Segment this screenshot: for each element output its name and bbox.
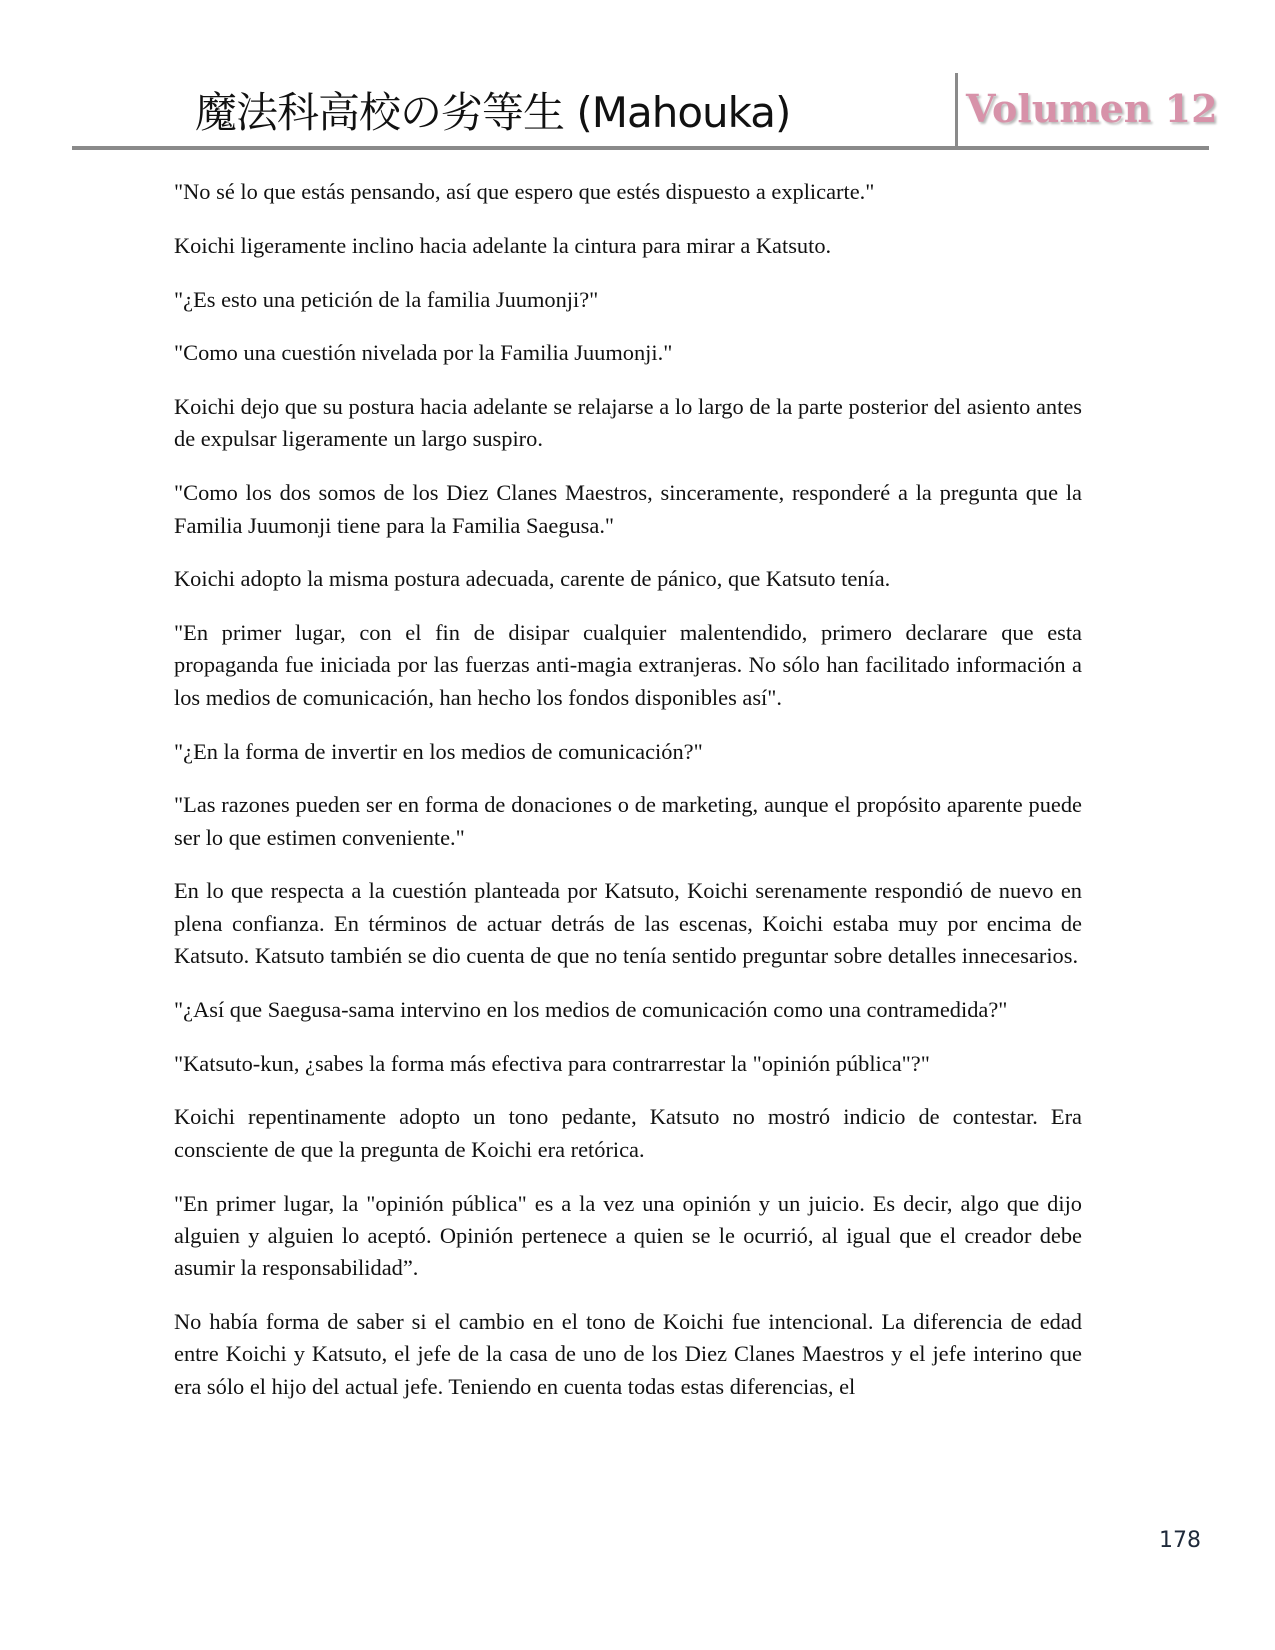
paragraph: "En primer lugar, con el fin de disipar cualquier malentendido, primero declarare que esta propaganda fue iniciada por las fuerzas anti-magia extranjeras. No sólo han facilitado información a los medios de comunicación, han hecho los fondos disponibles así". <box>174 620 1082 710</box>
header-divider <box>955 73 958 149</box>
header-rule <box>72 146 1209 150</box>
volume-label: Volumen 12 <box>966 86 1218 131</box>
paragraph: "Las razones pueden ser en forma de donaciones o de marketing, aunque el propósito aparente puede ser lo que estimen conveniente." <box>174 792 1082 850</box>
paragraph: "¿Es esto una petición de la familia Juumonji?" <box>174 286 599 312</box>
paragraph: Koichi ligeramente inclino hacia adelante la cintura para mirar a Katsuto. <box>174 232 832 258</box>
paragraph: No había forma de saber si el cambio en el tono de Koichi fue intencional. La diferencia de edad entre Koichi y Katsuto, el jefe de la casa de uno de los Diez Clanes Maestros y el jefe interino que era sólo el hijo del actual jefe. Teniendo en cuenta todas estas diferencias, el <box>174 1308 1082 1399</box>
paragraph: "¿Así que Saegusa-sama intervino en los medios de comunicación como una contramedida?" <box>174 996 1008 1022</box>
paragraph: "Como una cuestión nivelada por la Familia Juumonji." <box>174 340 673 366</box>
paragraph: "Katsuto-kun, ¿sabes la forma más efectiva para contrarrestar la "opinión pública"?" <box>174 1050 930 1076</box>
book-title: 魔法科高校の劣等生 (Mahouka) <box>195 88 791 137</box>
paragraph: En lo que respecta a la cuestión planteada por Katsuto, Koichi serenamente respondió de nuevo en plena confianza. En términos de actuar detrás de las escenas, Koichi estaba muy por encima de Katsuto. Katsuto también se dio cuenta de que no tenía sentido preguntar sobre detalles innecesarios. <box>174 878 1082 969</box>
paragraph: "No sé lo que estás pensando, así que espero que estés dispuesto a explicarte." <box>174 179 875 204</box>
paragraph: "Como los dos somos de los Diez Clanes Maestros, sinceramente, responderé a la pregunta que la Familia Juumonji tiene para la Familia Saegusa." <box>174 480 1082 538</box>
paragraph: Koichi repentinamente adopto un tono pedante, Katsuto no mostró indicio de contestar. Era consciente de que la pregunta de Koichi era retórica. <box>174 1104 1082 1162</box>
paragraph: Koichi dejo que su postura hacia adelante se relajarse a lo largo de la parte posterior del asiento antes de expulsar ligeramente un largo suspiro. <box>174 394 1082 452</box>
paragraph: "¿En la forma de invertir en los medios de comunicación?" <box>174 738 703 764</box>
page-number: 178 <box>1159 1528 1201 1553</box>
body-text <box>174 176 1082 1424</box>
paragraph: Koichi adopto la misma postura adecuada, carente de pánico, que Katsuto tenía. <box>174 566 891 592</box>
paragraph: "En primer lugar, la "opinión pública" es a la vez una opinión y un juicio. Es decir, algo que dijo alguien y alguien lo aceptó. Opinión pertenece a quien se le ocurrió, al igual que el creador debe asumir la responsabilidad”. <box>174 1190 1082 1281</box>
